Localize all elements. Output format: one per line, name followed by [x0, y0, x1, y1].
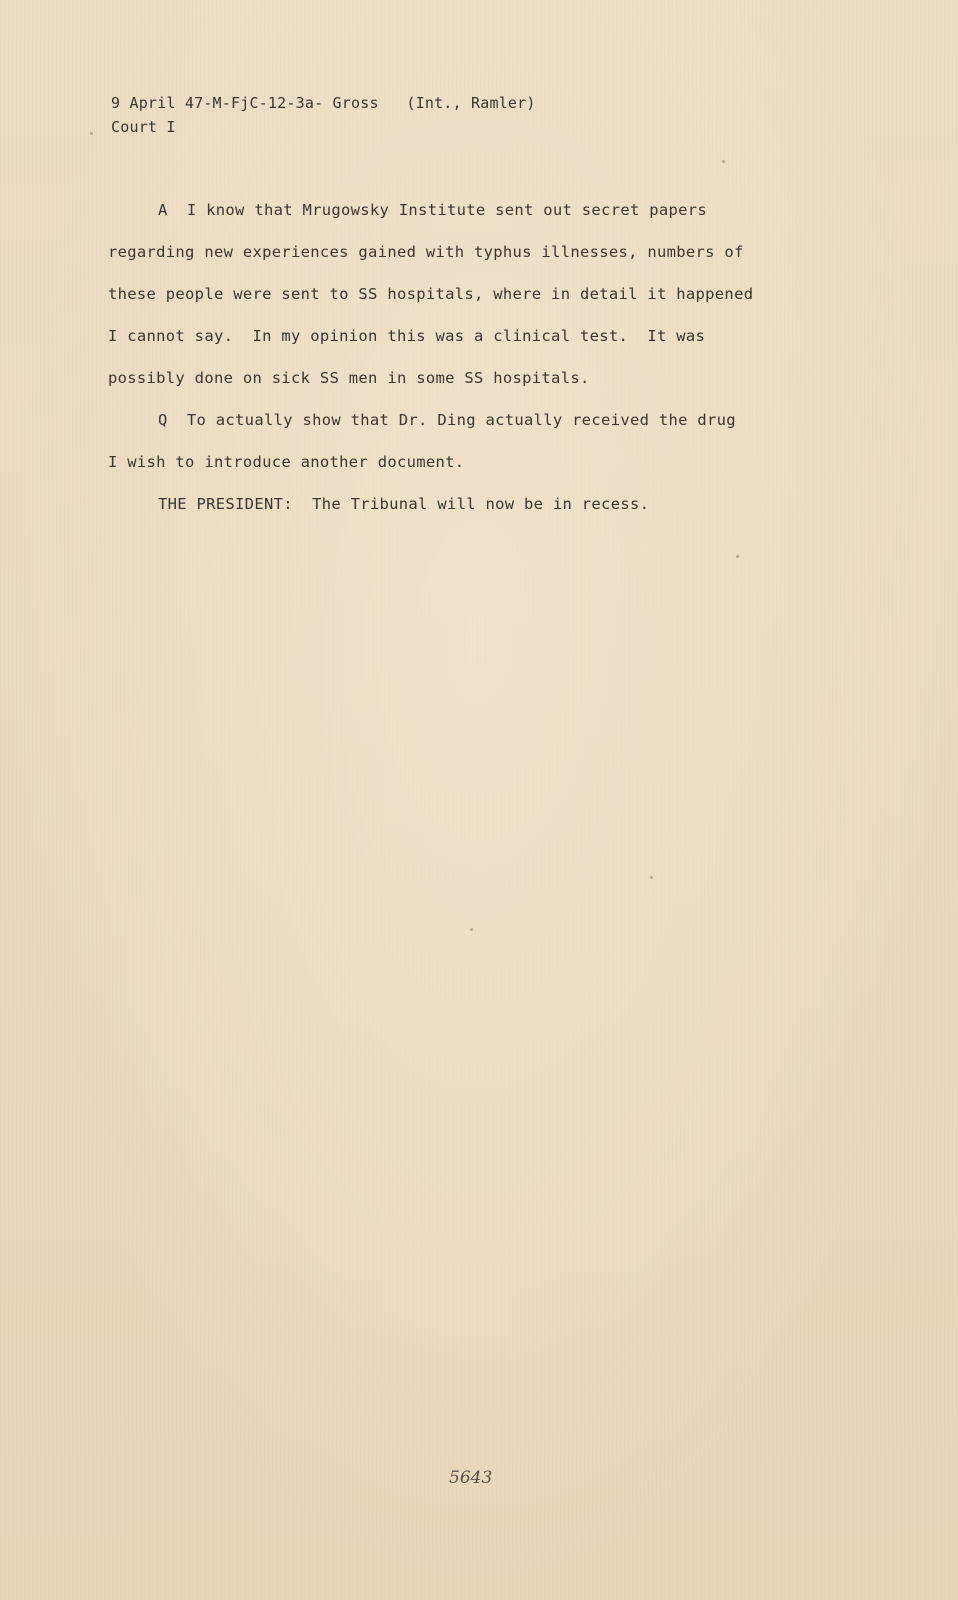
- paper-speck: [470, 928, 473, 931]
- answer-line-1: A I know that Mrugowsky Institute sent out secret papers: [158, 201, 708, 219]
- answer-line-5: possibly done on sick SS men in some SS hospitals.: [108, 369, 590, 387]
- paper-speck: [736, 555, 739, 558]
- president-statement: THE PRESIDENT: The Tribunal will now be in recess.: [158, 495, 650, 513]
- paper-speck: [90, 132, 93, 135]
- paper-speck: [722, 160, 725, 163]
- document-header: [111, 91, 536, 139]
- paper-speck: [650, 876, 653, 879]
- question-line-1: Q To actually show that Dr. Ding actually received the drug: [158, 411, 736, 429]
- answer-line-4: I cannot say. In my opinion this was a clinical test. It was: [108, 327, 706, 345]
- header-court-line: Court I: [111, 118, 176, 136]
- header-session-line: 9 April 47-M-FjC-12-3a- Gross (Int., Ramler): [111, 94, 536, 112]
- answer-line-3: these people were sent to SS hospitals, where in detail it happened: [108, 285, 754, 303]
- question-line-2: I wish to introduce another document.: [108, 453, 465, 471]
- transcript-body: [108, 193, 808, 529]
- answer-line-2: regarding new experiences gained with typhus illnesses, numbers of: [108, 243, 744, 261]
- page-number: 5643: [449, 1468, 493, 1488]
